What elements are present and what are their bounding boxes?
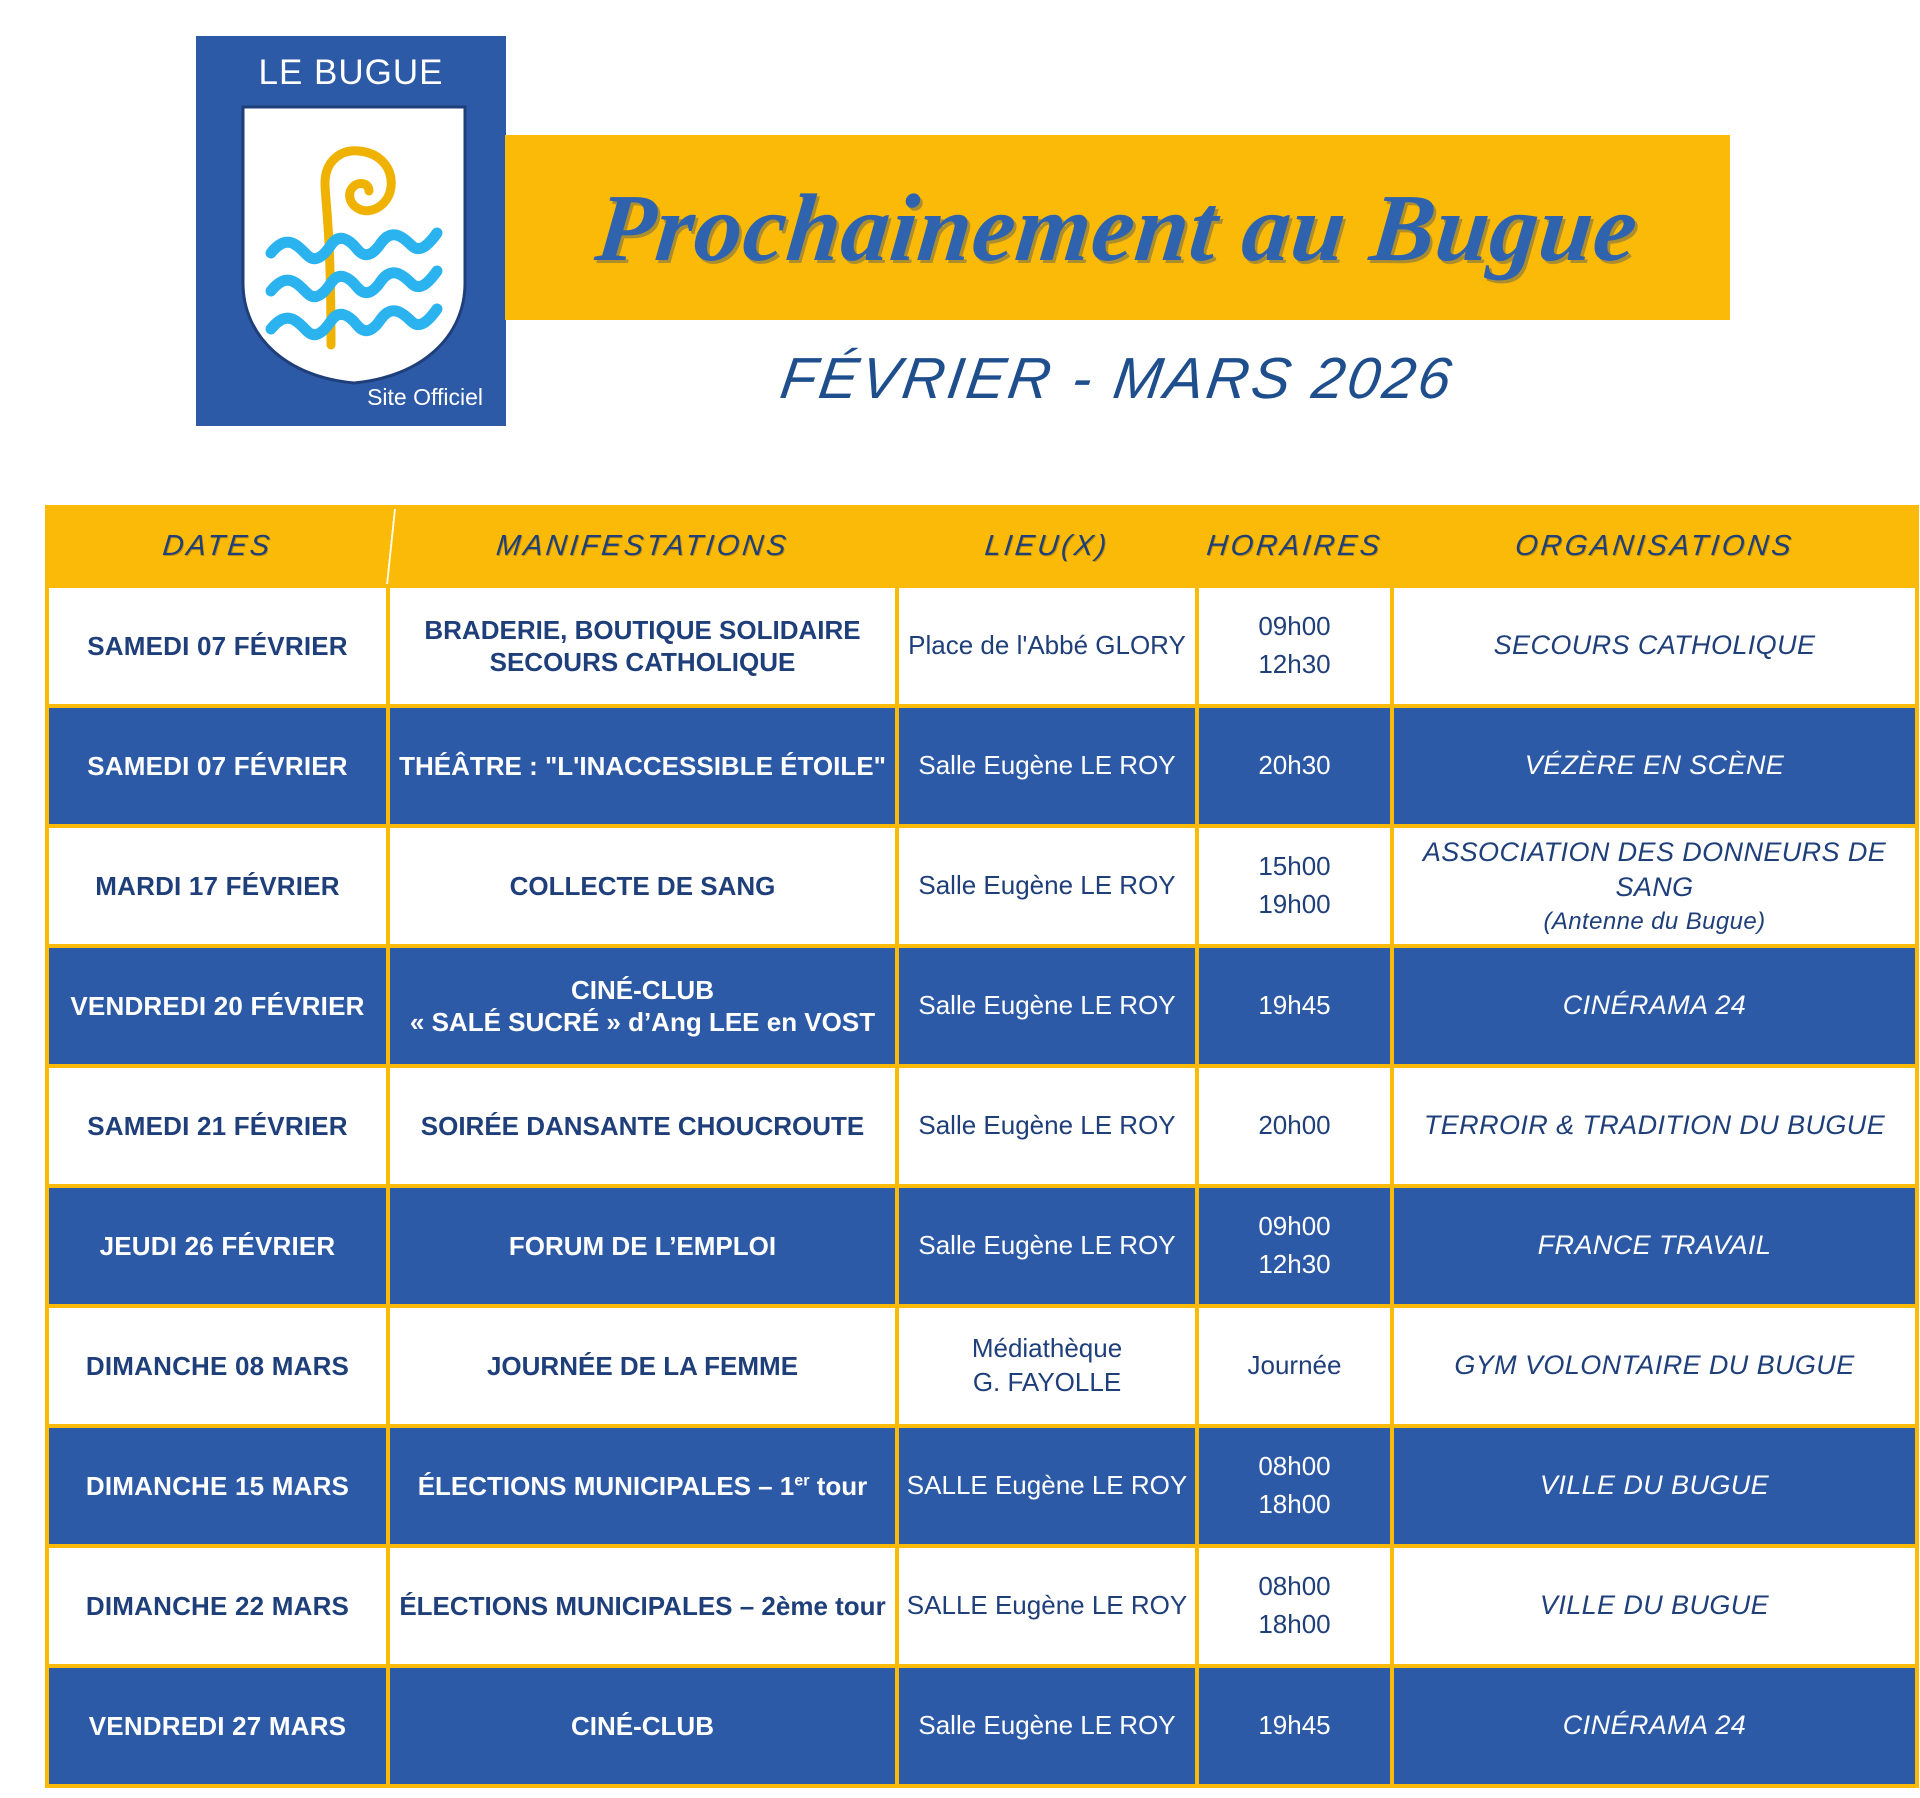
logo-title: LE BUGUE <box>258 53 444 92</box>
logo-subtitle: Site Officiel <box>367 384 483 410</box>
event-organizer-cell: TERROIR & TRADITION DU BUGUE <box>1392 1066 1917 1186</box>
event-time-cell: 09h00 12h30 <box>1197 586 1392 706</box>
table-head <box>47 507 1917 586</box>
banner-title: Prochainement au Bugue <box>591 174 1644 281</box>
event-organizer-cell: VÉZÈRE EN SCÈNE <box>1392 706 1917 826</box>
period-subtitle: FÉVRIER - MARS 2026 <box>776 346 1459 411</box>
event-location-cell: Salle Eugène LE ROY <box>897 946 1197 1066</box>
table-row <box>47 1186 1917 1306</box>
header-row <box>47 507 1917 586</box>
coat-of-arms-icon <box>241 105 467 385</box>
event-time-cell: 15h00 19h00 <box>1197 826 1392 946</box>
event-time-cell: 20h00 <box>1197 1066 1392 1186</box>
event-date-cell: DIMANCHE 15 MARS <box>47 1426 388 1546</box>
column-header-organisations: ORGANISATIONS <box>1388 507 1920 586</box>
event-name-cell: CINÉ-CLUB <box>388 1666 897 1786</box>
table-row <box>47 1426 1917 1546</box>
event-time-cell: Journée <box>1197 1306 1392 1426</box>
table-row <box>47 706 1917 826</box>
event-name-cell: COLLECTE DE SANG <box>388 826 897 946</box>
column-header-manifestations: MANIFESTATIONS <box>384 507 901 586</box>
event-name-cell: CINÉ-CLUB « SALÉ SUCRÉ » d’Ang LEE en VOST <box>388 946 897 1066</box>
event-date-cell: VENDREDI 27 MARS <box>47 1666 388 1786</box>
event-organizer-cell: FRANCE TRAVAIL <box>1392 1186 1917 1306</box>
event-time-cell: 19h45 <box>1197 946 1392 1066</box>
table-row <box>47 586 1917 706</box>
events-table <box>45 505 1919 1788</box>
table-row <box>47 826 1917 946</box>
event-organizer-cell: CINÉRAMA 24 <box>1392 946 1917 1066</box>
event-time-cell: 19h45 <box>1197 1666 1392 1786</box>
event-date-cell: SAMEDI 07 FÉVRIER <box>47 706 388 826</box>
column-header-horaires: HORAIRES <box>1193 507 1396 586</box>
banner <box>505 135 1730 320</box>
table-body <box>47 586 1917 1786</box>
event-date-cell: MARDI 17 FÉVRIER <box>47 826 388 946</box>
event-organizer-cell: ASSOCIATION DES DONNEURS DE SANG (Antenne du Bugue) <box>1392 826 1917 946</box>
le-bugue-logo <box>196 36 506 426</box>
table-row <box>47 1306 1917 1426</box>
event-date-cell: DIMANCHE 22 MARS <box>47 1546 388 1666</box>
table-row <box>47 1666 1917 1786</box>
event-organizer-cell: CINÉRAMA 24 <box>1392 1666 1917 1786</box>
event-time-cell: 20h30 <box>1197 706 1392 826</box>
event-name-cell: ÉLECTIONS MUNICIPALES – 2ème tour <box>388 1546 897 1666</box>
event-location-cell: Salle Eugène LE ROY <box>897 706 1197 826</box>
event-name-cell: FORUM DE L’EMPLOI <box>388 1186 897 1306</box>
table-row <box>47 946 1917 1066</box>
event-organizer-cell: VILLE DU BUGUE <box>1392 1546 1917 1666</box>
column-header-dates: DATES <box>43 507 392 586</box>
event-name-cell: JOURNÉE DE LA FEMME <box>388 1306 897 1426</box>
column-header-lieux: LIEU(X) <box>893 507 1201 586</box>
event-date-cell: DIMANCHE 08 MARS <box>47 1306 388 1426</box>
event-date-cell: JEUDI 26 FÉVRIER <box>47 1186 388 1306</box>
event-name-cell: BRADERIE, BOUTIQUE SOLIDAIRE SECOURS CATHOLIQUE <box>388 586 897 706</box>
event-time-cell: 08h00 18h00 <box>1197 1426 1392 1546</box>
event-location-cell: Salle Eugène LE ROY <box>897 1666 1197 1786</box>
event-location-cell: Salle Eugène LE ROY <box>897 1066 1197 1186</box>
event-name-cell: SOIRÉE DANSANTE CHOUCROUTE <box>388 1066 897 1186</box>
event-location-cell: Place de l'Abbé GLORY <box>897 586 1197 706</box>
event-date-cell: SAMEDI 21 FÉVRIER <box>47 1066 388 1186</box>
table-row <box>47 1066 1917 1186</box>
event-organizer-cell: VILLE DU BUGUE <box>1392 1426 1917 1546</box>
events-table-container <box>45 505 1915 1788</box>
event-time-cell: 09h00 12h30 <box>1197 1186 1392 1306</box>
table-row <box>47 1546 1917 1666</box>
event-location-cell: Médiathèque G. FAYOLLE <box>897 1306 1197 1426</box>
event-name-cell: THÉÂTRE : "L'INACCESSIBLE ÉTOILE" <box>388 706 897 826</box>
event-organizer-cell: SECOURS CATHOLIQUE <box>1392 586 1917 706</box>
event-location-cell: Salle Eugène LE ROY <box>897 826 1197 946</box>
event-time-cell: 08h00 18h00 <box>1197 1546 1392 1666</box>
event-date-cell: SAMEDI 07 FÉVRIER <box>47 586 388 706</box>
event-location-cell: SALLE Eugène LE ROY <box>897 1546 1197 1666</box>
event-organizer-cell: GYM VOLONTAIRE DU BUGUE <box>1392 1306 1917 1426</box>
event-location-cell: SALLE Eugène LE ROY <box>897 1426 1197 1546</box>
page-header <box>0 0 1920 440</box>
event-name-cell: ÉLECTIONS MUNICIPALES – 1er tour <box>388 1426 897 1546</box>
event-date-cell: VENDREDI 20 FÉVRIER <box>47 946 388 1066</box>
event-location-cell: Salle Eugène LE ROY <box>897 1186 1197 1306</box>
